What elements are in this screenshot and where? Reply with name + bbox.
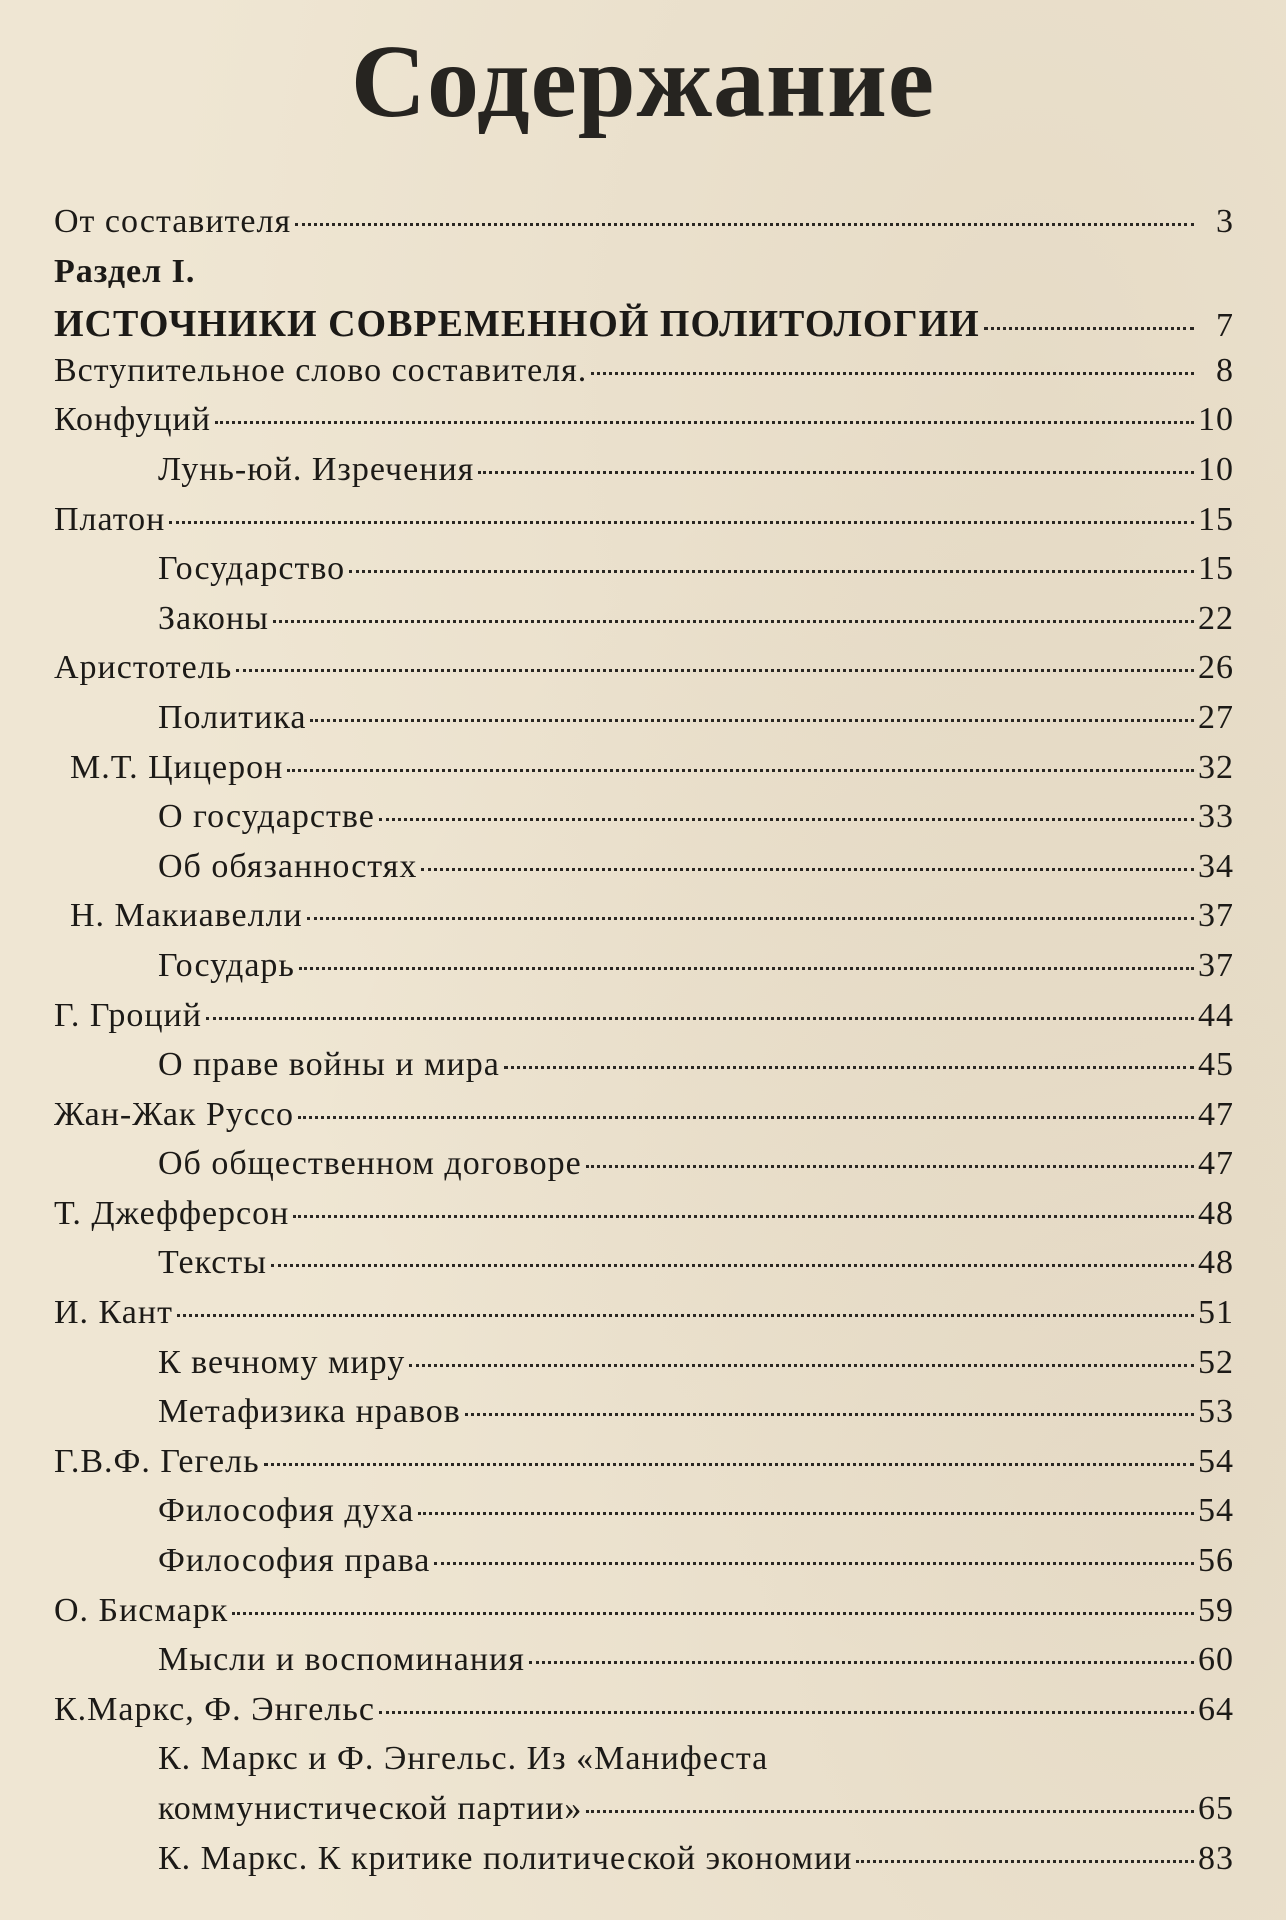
toc-entry (54, 600, 1234, 650)
toc-entry (54, 451, 1234, 501)
toc-entry (54, 352, 1234, 402)
toc-entry-page: 44 (1198, 996, 1234, 1034)
toc-entry-title: Г. Гроций (54, 996, 202, 1034)
toc-entry (54, 699, 1234, 749)
toc-entry-page: 37 (1198, 897, 1234, 935)
toc-entry-title: Н. Макиавелли (70, 897, 303, 935)
table-of-contents (54, 203, 1234, 1889)
toc-entry (54, 1542, 1234, 1592)
toc-entry-page: 51 (1198, 1294, 1234, 1332)
dot-leader (529, 1661, 1194, 1664)
toc-entry-title: От составителя (54, 203, 292, 240)
dot-leader (349, 570, 1194, 573)
toc-entry-title: К вечному миру (158, 1343, 406, 1381)
toc-entry-page: 15 (1198, 500, 1234, 538)
toc-entry-page: 10 (1198, 401, 1234, 439)
toc-entry (54, 1592, 1234, 1642)
toc-entry-page: 3 (1216, 203, 1234, 240)
toc-entry (54, 501, 1234, 551)
dot-leader (434, 1562, 1194, 1565)
toc-entry (54, 798, 1234, 848)
toc-entry-page: 8 (1216, 351, 1234, 389)
dot-leader (310, 719, 1194, 722)
toc-entry (54, 1195, 1234, 1245)
toc-entry-title: Законы (158, 599, 269, 637)
toc-entry (54, 1790, 1234, 1840)
toc-entry-page: 34 (1198, 847, 1234, 885)
toc-entry-page: 26 (1198, 649, 1234, 687)
toc-entry-title: И. Кант (54, 1294, 173, 1332)
dot-leader (287, 769, 1194, 772)
toc-entry-title: О праве войны и мира (158, 1046, 500, 1084)
toc-entry-title: Философия права (158, 1542, 431, 1580)
toc-entry-page: 47 (1198, 1095, 1234, 1133)
toc-entry-title: Раздел I. (54, 252, 196, 290)
dot-leader (586, 1810, 1194, 1813)
toc-entry-page: 54 (1198, 1442, 1234, 1480)
toc-entry-title: Метафизика нравов (158, 1393, 461, 1431)
toc-entry-page: 48 (1198, 1244, 1234, 1282)
toc-entry (54, 1244, 1234, 1294)
toc-entry-title: К. Маркс. К критике политической экономии (158, 1839, 853, 1877)
dot-leader (856, 1860, 1194, 1863)
toc-entry-page: 59 (1198, 1591, 1234, 1629)
toc-entry (54, 649, 1234, 699)
toc-entry-page: 60 (1198, 1641, 1234, 1679)
dot-leader (586, 1165, 1194, 1168)
dot-leader (215, 421, 1194, 424)
dot-leader (236, 669, 1194, 672)
dot-leader (177, 1314, 1194, 1317)
toc-entry-page: 33 (1198, 798, 1234, 836)
dot-leader (421, 868, 1194, 871)
toc-entry (54, 749, 1234, 799)
dot-leader (232, 1612, 1194, 1615)
toc-entry-title: К. Маркс и Ф. Энгельс. Из «Манифеста (158, 1740, 769, 1778)
toc-entry (54, 1740, 1234, 1790)
dot-leader (298, 1116, 1194, 1119)
toc-entry (54, 997, 1234, 1047)
toc-entry-title: Жан-Жак Руссо (54, 1095, 295, 1133)
toc-entry-page: 53 (1198, 1393, 1234, 1431)
toc-entry-page: 83 (1198, 1839, 1234, 1877)
dot-leader (504, 1066, 1194, 1069)
dot-leader (409, 1364, 1194, 1367)
dot-leader (271, 1264, 1194, 1267)
dot-leader (206, 1017, 1194, 1020)
toc-entry-title: Т. Джефферсон (54, 1194, 290, 1232)
toc-entry-title: Государство (158, 550, 346, 588)
dot-leader (465, 1413, 1194, 1416)
toc-entry-title: Об общественном договоре (158, 1145, 582, 1183)
toc-entry (54, 1393, 1234, 1443)
toc-entry-page: 10 (1198, 450, 1234, 488)
toc-entry (54, 897, 1234, 947)
dot-leader (264, 1463, 1194, 1466)
toc-entry-title: О государстве (158, 798, 375, 836)
toc-entry-title: Г.В.Ф. Гегель (54, 1442, 260, 1480)
toc-entry-page: 47 (1198, 1145, 1234, 1183)
toc-entry (54, 1145, 1234, 1195)
page-title: Содержание (350, 24, 936, 139)
toc-entry (54, 401, 1234, 451)
dot-leader (273, 620, 1194, 623)
toc-entry (54, 203, 1234, 253)
toc-entry-page: 27 (1198, 698, 1234, 736)
toc-entry-page: 52 (1198, 1343, 1234, 1381)
dot-leader (984, 327, 1194, 330)
toc-entry-page: 64 (1198, 1690, 1234, 1728)
toc-entry-title: Государь (158, 946, 295, 984)
toc-entry (54, 1492, 1234, 1542)
toc-entry-title: Аристотель (54, 649, 233, 687)
toc-entry-page: 15 (1198, 550, 1234, 588)
toc-entry (54, 1046, 1234, 1096)
toc-entry (54, 1840, 1234, 1890)
dot-leader (169, 521, 1194, 524)
toc-entry-page: 7 (1216, 307, 1234, 345)
dot-leader (418, 1512, 1194, 1515)
toc-entry-title: Платон (54, 500, 166, 538)
toc-entry-title: Об обязанностях (158, 847, 418, 885)
toc-entry-title: ИСТОЧНИКИ СОВРЕМЕННОЙ ПОЛИТОЛОГИИ (54, 303, 980, 346)
toc-entry-title: Вступительное слово составителя. (54, 351, 588, 389)
toc-entry (54, 1443, 1234, 1493)
toc-entry (54, 302, 1234, 352)
toc-entry (54, 550, 1234, 600)
toc-entry-title: О. Бисмарк (54, 1591, 229, 1629)
toc-entry-title: М.Т. Цицерон (70, 748, 284, 786)
toc-entry (54, 1294, 1234, 1344)
dot-leader (379, 818, 1194, 821)
toc-entry (54, 253, 1234, 303)
dot-leader (478, 471, 1194, 474)
toc-entry (54, 1641, 1234, 1691)
toc-entry-title: Конфуций (54, 401, 211, 439)
toc-entry-title: Лунь-юй. Изречения (158, 450, 475, 488)
toc-entry-page: 32 (1198, 748, 1234, 786)
dot-leader (299, 967, 1194, 970)
toc-entry (54, 1344, 1234, 1394)
toc-entry-title: К.Маркс, Ф. Энгельс (54, 1690, 375, 1728)
toc-entry-page: 45 (1198, 1046, 1234, 1084)
toc-entry-title: Политика (158, 698, 307, 736)
dot-leader (379, 1711, 1194, 1714)
toc-entry-title: Мысли и воспоминания (158, 1641, 525, 1679)
toc-entry-page: 65 (1198, 1790, 1234, 1827)
toc-entry-page: 54 (1198, 1492, 1234, 1530)
toc-entry (54, 848, 1234, 898)
toc-entry-page: 48 (1198, 1194, 1234, 1232)
dot-leader (295, 223, 1194, 226)
toc-entry (54, 1691, 1234, 1741)
toc-entry-title: Тексты (158, 1244, 268, 1282)
dot-leader (293, 1215, 1194, 1218)
toc-entry (54, 1096, 1234, 1146)
toc-entry-page: 56 (1198, 1542, 1234, 1580)
toc-entry (54, 947, 1234, 997)
toc-entry-page: 22 (1198, 599, 1234, 637)
dot-leader (307, 917, 1194, 920)
toc-entry-title: коммунистической партии» (158, 1790, 583, 1827)
dot-leader (591, 372, 1194, 375)
toc-entry-title: Философия духа (158, 1492, 415, 1530)
toc-entry-page: 37 (1198, 946, 1234, 984)
